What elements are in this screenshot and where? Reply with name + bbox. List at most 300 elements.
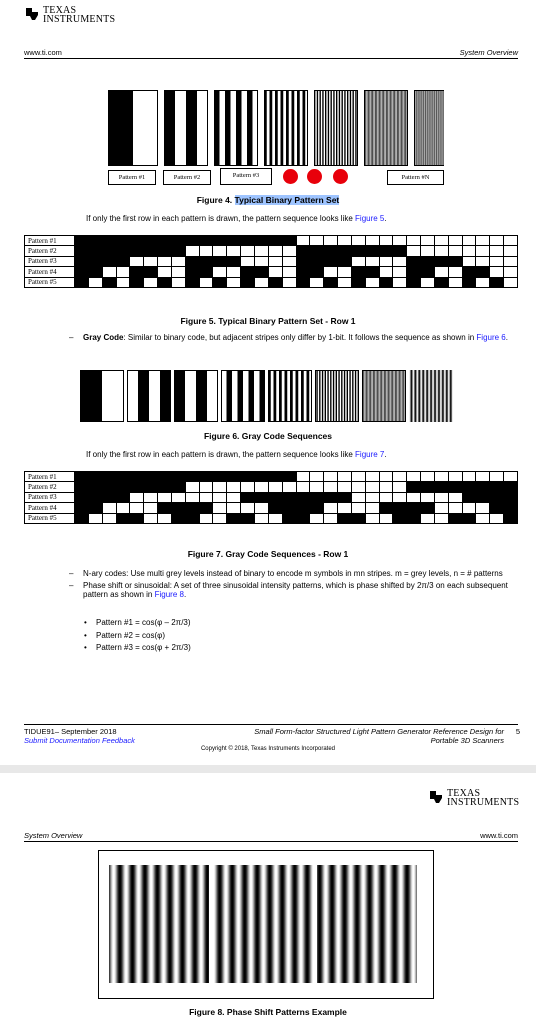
row-label: Pattern #3 xyxy=(25,492,75,502)
pattern-cell xyxy=(213,482,227,492)
pattern-cell xyxy=(462,256,476,266)
pattern-cell xyxy=(213,236,227,246)
pattern-cell xyxy=(351,503,365,513)
pattern-cell xyxy=(158,492,172,502)
pattern-cell xyxy=(296,277,310,287)
pattern-cell xyxy=(324,256,338,266)
pattern-cell xyxy=(448,246,462,256)
pattern-cell xyxy=(393,492,407,502)
pattern-cell xyxy=(448,513,462,523)
pattern-cell xyxy=(351,482,365,492)
pattern-cell xyxy=(227,246,241,256)
pattern-cell xyxy=(116,482,130,492)
pattern-cell xyxy=(130,513,144,523)
pattern-cell xyxy=(130,472,144,482)
figure-4-caption: Figure 4. Typical Binary Pattern Set xyxy=(196,195,340,205)
pattern-cell xyxy=(144,492,158,502)
pattern-cell xyxy=(282,256,296,266)
pattern-cell xyxy=(282,277,296,287)
gray-code-stripe-patterns xyxy=(80,370,456,422)
pattern-cell xyxy=(504,513,518,523)
pattern-cell xyxy=(338,236,352,246)
pattern-cell xyxy=(434,503,448,513)
ellipsis-dot-1 xyxy=(283,169,298,184)
pattern-cell xyxy=(102,267,116,277)
pattern-cell xyxy=(462,472,476,482)
pattern-cell xyxy=(144,482,158,492)
pattern-cell xyxy=(476,513,490,523)
pattern-cell xyxy=(434,472,448,482)
pattern-cell xyxy=(144,472,158,482)
fig7-row-4 xyxy=(25,503,518,513)
binary-pattern-3 xyxy=(214,90,258,166)
pattern-cell xyxy=(75,236,89,246)
pattern-cell xyxy=(268,256,282,266)
pattern-cell xyxy=(476,267,490,277)
pattern-cell xyxy=(158,246,172,256)
pattern-cell xyxy=(227,513,241,523)
pattern-cell xyxy=(504,246,518,256)
figure-8-caption: Figure 8. Phase Shift Patterns Example xyxy=(189,1007,347,1017)
pattern-cell xyxy=(254,256,268,266)
pattern-cell xyxy=(338,482,352,492)
figure-6-link[interactable]: Figure 6 xyxy=(476,333,506,342)
fig5-row-1 xyxy=(25,236,518,246)
pattern-cell xyxy=(296,503,310,513)
pattern-cell xyxy=(338,246,352,256)
pattern-cell xyxy=(158,472,172,482)
gray-pattern-7 xyxy=(362,370,406,422)
pattern-cell xyxy=(199,513,213,523)
pattern-cell xyxy=(379,277,393,287)
header-section: System Overview xyxy=(459,48,518,57)
page-number: 5 xyxy=(515,727,520,736)
gray-code-list xyxy=(69,333,525,345)
pattern-cell xyxy=(88,277,102,287)
pattern-cell xyxy=(227,503,241,513)
binary-stripe-patterns xyxy=(108,90,444,166)
pattern-cell xyxy=(338,472,352,482)
pattern-cell xyxy=(462,492,476,502)
pattern-cell xyxy=(282,503,296,513)
pattern-cell xyxy=(130,503,144,513)
pattern-cell xyxy=(490,503,504,513)
pattern-cell xyxy=(213,277,227,287)
pattern-label-3: Pattern #3 xyxy=(220,168,272,185)
figure-6-caption: Figure 6. Gray Code Sequences xyxy=(203,431,332,441)
pattern-cell xyxy=(379,492,393,502)
pattern-cell xyxy=(379,246,393,256)
pattern-cell xyxy=(504,472,518,482)
figure-5-table xyxy=(24,235,518,288)
header-rule xyxy=(24,58,518,59)
pattern-cell xyxy=(448,267,462,277)
footer-left xyxy=(24,727,135,745)
phase-pattern-3: • Pattern #3 = cos(φ + 2π/3) xyxy=(82,643,382,653)
pattern-cell xyxy=(199,267,213,277)
pattern-cell xyxy=(351,267,365,277)
pattern-cell xyxy=(227,256,241,266)
pattern-cell xyxy=(144,256,158,266)
pattern-cell xyxy=(310,277,324,287)
ellipsis-dot-2 xyxy=(307,169,322,184)
pattern-cell xyxy=(227,236,241,246)
pattern-cell xyxy=(324,492,338,502)
row-label: Pattern #5 xyxy=(25,277,75,287)
pattern-cell xyxy=(421,246,435,256)
pattern-cell xyxy=(268,492,282,502)
pattern-cell xyxy=(254,246,268,256)
fig5-row-4 xyxy=(25,267,518,277)
pattern-cell xyxy=(310,513,324,523)
pattern-cell xyxy=(130,482,144,492)
pattern-cell xyxy=(296,482,310,492)
pattern-cell xyxy=(254,236,268,246)
pattern-cell xyxy=(88,236,102,246)
pattern-cell xyxy=(171,472,185,482)
pattern-cell xyxy=(504,256,518,266)
pattern-cell xyxy=(407,246,421,256)
pattern-cell xyxy=(421,503,435,513)
pattern-cell xyxy=(448,482,462,492)
pattern-cell xyxy=(130,277,144,287)
pattern-cell xyxy=(158,482,172,492)
pattern-cell xyxy=(144,246,158,256)
pattern-cell xyxy=(75,492,89,502)
pattern-cell xyxy=(75,482,89,492)
pattern-cell xyxy=(462,277,476,287)
pattern-cell xyxy=(75,503,89,513)
gray-code-item: – Gray Code: Similar to binary code, but adjacent stripes only differ by 1-bit. It follows the sequence as shown in Figure 6. xyxy=(69,333,525,343)
pattern-cell xyxy=(75,513,89,523)
pattern-cell xyxy=(310,492,324,502)
pattern-cell xyxy=(171,482,185,492)
pattern-cell xyxy=(241,246,255,256)
pattern-cell xyxy=(241,236,255,246)
pattern-cell xyxy=(185,256,199,266)
pattern-cell xyxy=(310,482,324,492)
pattern-cell xyxy=(434,513,448,523)
pattern-cell xyxy=(365,492,379,502)
figure-7-table xyxy=(24,471,518,524)
phase-shift-patterns xyxy=(99,851,433,998)
pattern-cell xyxy=(88,482,102,492)
pattern-cell xyxy=(102,472,116,482)
pattern-cell xyxy=(476,236,490,246)
pattern-cell xyxy=(185,513,199,523)
pattern-cell xyxy=(75,277,89,287)
pattern-cell xyxy=(116,503,130,513)
figure-6 xyxy=(80,370,456,427)
ti-state-icon xyxy=(428,789,444,805)
pattern-cell xyxy=(213,513,227,523)
pattern-cell xyxy=(393,513,407,523)
pattern-cell xyxy=(476,277,490,287)
pattern-cell xyxy=(199,492,213,502)
pattern-cell xyxy=(407,267,421,277)
row-label: Pattern #2 xyxy=(25,246,75,256)
fig7-row-3 xyxy=(25,492,518,502)
pattern-cell xyxy=(351,492,365,502)
gray-pattern-8 xyxy=(409,370,453,422)
pattern-cell xyxy=(365,277,379,287)
fig5-row-3 xyxy=(25,256,518,266)
pattern-cell xyxy=(324,277,338,287)
pattern-cell xyxy=(351,236,365,246)
pattern-cell xyxy=(88,472,102,482)
pattern-cell xyxy=(407,503,421,513)
pattern-cell xyxy=(338,256,352,266)
pattern-cell xyxy=(213,267,227,277)
phase-pattern-block-1 xyxy=(109,865,209,983)
pattern-cell xyxy=(227,267,241,277)
pattern-cell xyxy=(490,492,504,502)
pattern-cell xyxy=(227,277,241,287)
pattern-cell xyxy=(185,277,199,287)
pattern-cell xyxy=(130,267,144,277)
pattern-cell xyxy=(268,277,282,287)
pattern-cell xyxy=(324,236,338,246)
header-website[interactable]: www.ti.com xyxy=(24,48,62,57)
pattern-cell xyxy=(490,246,504,256)
pattern-cell xyxy=(324,267,338,277)
pattern-cell xyxy=(116,236,130,246)
pattern-cell xyxy=(421,492,435,502)
pattern-cell xyxy=(407,256,421,266)
pattern-cell xyxy=(102,513,116,523)
pattern-cell xyxy=(254,267,268,277)
pattern-cell xyxy=(75,256,89,266)
header-section-2: System Overview xyxy=(24,831,83,840)
pattern-cell xyxy=(88,492,102,502)
figure-8 xyxy=(98,850,434,999)
figure-7-intro: If only the first row in each pattern is drawn, the pattern sequence looks like Figure 7. xyxy=(86,450,387,459)
pattern-cell xyxy=(116,246,130,256)
pattern-cell xyxy=(434,256,448,266)
pattern-cell xyxy=(116,472,130,482)
pattern-cell xyxy=(421,267,435,277)
pattern-cell xyxy=(310,256,324,266)
pattern-cell xyxy=(171,513,185,523)
pattern-cell xyxy=(130,246,144,256)
pattern-cell xyxy=(171,503,185,513)
pattern-cell xyxy=(116,277,130,287)
row-label: Pattern #4 xyxy=(25,503,75,513)
pattern-cell xyxy=(379,472,393,482)
pattern-cell xyxy=(365,513,379,523)
fig5-row-2 xyxy=(25,246,518,256)
pattern-cell xyxy=(462,513,476,523)
pattern-cell xyxy=(241,256,255,266)
pattern-cell xyxy=(393,246,407,256)
pattern-label-1: Pattern #1 xyxy=(108,170,156,185)
phase-pattern-block-3 xyxy=(317,865,417,983)
pattern-cell xyxy=(490,472,504,482)
pattern-cell xyxy=(324,482,338,492)
pattern-cell xyxy=(213,503,227,513)
pattern-cell xyxy=(185,503,199,513)
pattern-cell xyxy=(116,256,130,266)
pattern-cell xyxy=(241,472,255,482)
encoding-list xyxy=(69,569,525,602)
pattern-cell xyxy=(254,503,268,513)
phase-pattern-1: • Pattern #1 = cos(φ – 2π/3) xyxy=(82,618,382,628)
pattern-cell xyxy=(462,236,476,246)
pattern-cell xyxy=(504,236,518,246)
pattern-cell xyxy=(185,267,199,277)
pattern-cell xyxy=(448,503,462,513)
pattern-cell xyxy=(158,267,172,277)
pattern-cell xyxy=(171,236,185,246)
pattern-cell xyxy=(393,472,407,482)
pattern-cell xyxy=(185,472,199,482)
pattern-cell xyxy=(351,277,365,287)
pattern-cell xyxy=(268,472,282,482)
figure-4 xyxy=(108,90,444,171)
binary-pattern-2 xyxy=(164,90,208,166)
pattern-cell xyxy=(199,256,213,266)
pattern-cell xyxy=(448,472,462,482)
pattern-cell xyxy=(476,256,490,266)
document-page-2 xyxy=(0,773,536,1025)
pattern-cell xyxy=(351,513,365,523)
pattern-cell xyxy=(490,236,504,246)
pattern-cell xyxy=(241,482,255,492)
pattern-cell xyxy=(421,256,435,266)
pattern-cell xyxy=(241,492,255,502)
pattern-cell xyxy=(365,482,379,492)
pattern-cell xyxy=(365,503,379,513)
pattern-cell xyxy=(504,492,518,502)
pattern-cell xyxy=(282,482,296,492)
pattern-cell xyxy=(75,267,89,277)
pattern-cell xyxy=(88,267,102,277)
figure-8-link[interactable]: Figure 8 xyxy=(154,590,184,599)
pattern-cell xyxy=(490,256,504,266)
row-label: Pattern #3 xyxy=(25,256,75,266)
pattern-cell xyxy=(504,267,518,277)
pattern-cell xyxy=(434,492,448,502)
fig7-row-1 xyxy=(25,472,518,482)
figure-5-link[interactable]: Figure 5 xyxy=(355,214,385,223)
pattern-cell xyxy=(254,277,268,287)
gray-pattern-6 xyxy=(315,370,359,422)
pattern-cell xyxy=(171,267,185,277)
pattern-cell xyxy=(171,246,185,256)
pattern-cell xyxy=(158,503,172,513)
ti-logo-2 xyxy=(428,789,519,807)
pattern-cell xyxy=(213,492,227,502)
pattern-cell xyxy=(171,277,185,287)
pattern-cell xyxy=(130,256,144,266)
pattern-cell xyxy=(296,513,310,523)
pattern-cell xyxy=(102,277,116,287)
feedback-link[interactable]: Submit Documentation Feedback xyxy=(24,736,135,745)
pattern-cell xyxy=(434,277,448,287)
ti-state-icon xyxy=(24,6,40,22)
pattern-cell xyxy=(185,236,199,246)
pattern-cell xyxy=(144,267,158,277)
pattern-cell xyxy=(434,246,448,256)
pattern-cell xyxy=(102,492,116,502)
gray-pattern-1 xyxy=(80,370,124,422)
header-website-2[interactable]: www.ti.com xyxy=(480,831,518,840)
pattern-cell xyxy=(421,472,435,482)
pattern-cell xyxy=(185,492,199,502)
pattern-cell xyxy=(296,267,310,277)
pattern-cell xyxy=(158,256,172,266)
pattern-cell xyxy=(268,513,282,523)
brand-line-1: TEXAS xyxy=(447,788,481,799)
pattern-cell xyxy=(393,256,407,266)
pattern-cell xyxy=(476,482,490,492)
pattern-cell xyxy=(421,513,435,523)
pattern-cell xyxy=(490,513,504,523)
pattern-cell xyxy=(324,513,338,523)
fig5-row-5 xyxy=(25,277,518,287)
pattern-cell xyxy=(421,482,435,492)
pattern-cell xyxy=(310,503,324,513)
phase-pattern-2: • Pattern #2 = cos(φ) xyxy=(82,631,382,641)
pattern-cell xyxy=(407,277,421,287)
pattern-cell xyxy=(379,482,393,492)
pattern-cell xyxy=(144,513,158,523)
pattern-cell xyxy=(171,256,185,266)
pattern-cell xyxy=(434,236,448,246)
pattern-cell xyxy=(393,267,407,277)
pattern-cell xyxy=(199,277,213,287)
pattern-cell xyxy=(75,246,89,256)
footer-rule xyxy=(24,724,518,725)
pattern-cell xyxy=(199,246,213,256)
binary-pattern-1 xyxy=(108,90,158,166)
pattern-cell xyxy=(476,492,490,502)
pattern-cell xyxy=(393,482,407,492)
pattern-cell xyxy=(116,513,130,523)
pattern-cell xyxy=(407,482,421,492)
pattern-cell xyxy=(407,236,421,246)
pattern-cell xyxy=(379,256,393,266)
pattern-cell xyxy=(282,513,296,523)
phase-pattern-block-2 xyxy=(213,865,313,983)
pattern-cell xyxy=(241,267,255,277)
pattern-cell xyxy=(116,492,130,502)
pattern-cell xyxy=(365,246,379,256)
pattern-cell xyxy=(227,482,241,492)
pattern-cell xyxy=(241,503,255,513)
pattern-cell xyxy=(310,246,324,256)
pattern-cell xyxy=(282,246,296,256)
brand-line-2: INSTRUMENTS xyxy=(447,797,520,808)
pattern-cell xyxy=(476,246,490,256)
pattern-cell xyxy=(241,513,255,523)
pattern-cell xyxy=(282,472,296,482)
pattern-cell xyxy=(116,267,130,277)
pattern-label-2: Pattern #2 xyxy=(163,170,211,185)
row-label: Pattern #4 xyxy=(25,267,75,277)
pattern-cell xyxy=(199,503,213,513)
pattern-cell xyxy=(88,246,102,256)
pattern-cell xyxy=(365,236,379,246)
pattern-cell xyxy=(462,503,476,513)
pattern-cell xyxy=(393,503,407,513)
figure-7-link[interactable]: Figure 7 xyxy=(355,450,385,459)
pattern-cell xyxy=(199,472,213,482)
pattern-cell xyxy=(213,472,227,482)
binary-pattern-6 xyxy=(364,90,408,166)
gray-pattern-2 xyxy=(127,370,171,422)
pattern-cell xyxy=(296,256,310,266)
